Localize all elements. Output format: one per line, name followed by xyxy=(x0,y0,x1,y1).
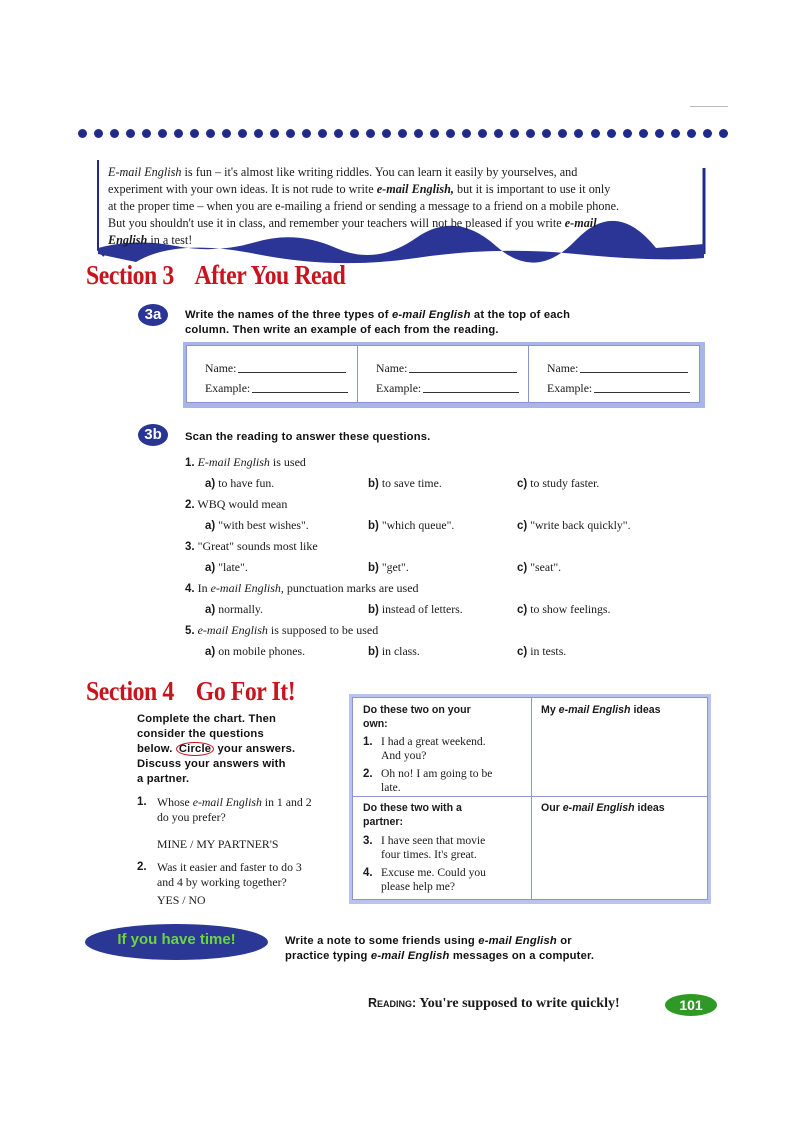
intro-text: experiment with your own ideas. It is not rude to write xyxy=(108,182,377,196)
bonus-text: messages on a computer. xyxy=(449,950,595,962)
answer-yes-no[interactable]: YES / NO xyxy=(157,893,206,907)
page-number: 101 xyxy=(665,994,717,1016)
instr-em: e-mail English xyxy=(391,309,471,321)
intro-em: E-mail English xyxy=(108,165,182,179)
intro-em: e-mail English, xyxy=(376,182,454,196)
name-field-2[interactable] xyxy=(409,371,517,373)
option-letter: c) xyxy=(517,478,528,490)
q4-text: in 1 and 2 xyxy=(261,795,312,809)
bonus-em: e-mail English xyxy=(478,935,557,947)
option-letter: b) xyxy=(368,604,379,616)
divider-dot xyxy=(494,129,503,138)
our-ideas-area[interactable] xyxy=(533,816,705,896)
section3-heading: Section 3 After You Read xyxy=(86,260,346,290)
option-1-a[interactable] xyxy=(205,476,274,491)
divider-dot xyxy=(398,129,407,138)
divider-dot xyxy=(414,129,423,138)
divider-dot xyxy=(591,129,600,138)
divider-dot xyxy=(126,129,135,138)
item-text: Excuse me. Could you xyxy=(381,866,486,879)
q4-text: do you prefer? xyxy=(157,810,226,824)
ideas-chart xyxy=(352,697,708,900)
name-field-3[interactable] xyxy=(580,371,688,373)
name-label: Name: xyxy=(376,361,408,375)
divider-dot xyxy=(190,129,199,138)
example-field-3[interactable] xyxy=(594,391,690,393)
option-letter: a) xyxy=(205,646,216,658)
dot-divider xyxy=(78,126,728,140)
option-letter: a) xyxy=(205,478,216,490)
instr-text: a partner. xyxy=(137,773,190,785)
instr-text: your answers. xyxy=(214,743,296,755)
divider-dot xyxy=(286,129,295,138)
example-field-2[interactable] xyxy=(423,391,519,393)
divider-dot xyxy=(318,129,327,138)
chart-col-divider xyxy=(531,698,532,899)
chart-head-text: ideas xyxy=(634,802,665,814)
divider-dot xyxy=(526,129,535,138)
name-label: Name: xyxy=(205,361,237,375)
instruction-4 xyxy=(137,712,342,787)
chart-head-text: ideas xyxy=(630,704,661,716)
option-letter: c) xyxy=(517,520,528,532)
divider-dot xyxy=(382,129,391,138)
bonus-instruction xyxy=(285,934,705,964)
instruction-3b: Scan the reading to answer these questions. xyxy=(185,431,431,443)
divider-dot xyxy=(671,129,680,138)
question-text: "Great" sounds most like xyxy=(197,539,318,553)
option-text: to show feelings. xyxy=(530,602,611,616)
chart-my-heading xyxy=(541,703,661,717)
chart-item-2 xyxy=(363,767,492,795)
option-text: in class. xyxy=(381,644,420,658)
intro-em: English xyxy=(108,233,148,247)
instruction-3a xyxy=(185,308,705,338)
footer-running-title xyxy=(368,996,620,1012)
divider-dot xyxy=(446,129,455,138)
instr-text: at the top of each xyxy=(470,309,571,321)
question-text: WBQ would mean xyxy=(197,497,288,511)
divider-dot xyxy=(542,129,551,138)
intro-text: in a test! xyxy=(147,233,193,247)
intro-em: e-mail xyxy=(564,216,597,230)
answer-mine-partner[interactable]: MINE / MY PARTNER'S xyxy=(157,837,279,851)
question-text: punctuation marks are used xyxy=(283,581,419,595)
question-em: E-mail English xyxy=(197,455,270,469)
instr-text: Complete the chart. Then xyxy=(137,713,277,725)
option-2-b[interactable] xyxy=(368,518,454,533)
option-4-b[interactable] xyxy=(368,602,463,617)
divider-dot xyxy=(687,129,696,138)
option-1-c[interactable] xyxy=(517,476,599,491)
divider-dot xyxy=(655,129,664,138)
option-text: to have fun. xyxy=(218,476,275,490)
bonus-text: practice typing xyxy=(285,950,371,962)
chart-item-3 xyxy=(363,834,485,862)
chart-head-text: own: xyxy=(363,718,388,730)
item-text: Oh no! I am going to be xyxy=(381,767,493,780)
option-text: "seat". xyxy=(530,560,562,574)
option-text: "which queue". xyxy=(381,518,455,532)
option-3-c[interactable] xyxy=(517,560,561,575)
option-2-a[interactable] xyxy=(205,518,309,533)
question-4 xyxy=(185,581,419,596)
example-label: Example: xyxy=(376,381,422,395)
question-5 xyxy=(185,623,378,638)
option-1-b[interactable] xyxy=(368,476,442,491)
divider-dot xyxy=(142,129,151,138)
chart-head-em: e-mail English xyxy=(562,802,635,814)
option-text: on mobile phones. xyxy=(218,644,306,658)
option-3-b[interactable] xyxy=(368,560,409,575)
divider-dot xyxy=(703,129,712,138)
option-letter: b) xyxy=(368,562,379,574)
option-letter: c) xyxy=(517,646,528,658)
question-em: e-mail English xyxy=(197,623,268,637)
instr-text: column. Then write an example of each from the reading. xyxy=(185,324,499,336)
option-text: to save time. xyxy=(381,476,442,490)
bonus-text: or xyxy=(556,935,572,947)
chart-partner-heading xyxy=(363,801,462,829)
question-2 xyxy=(185,497,287,512)
question-number: 3. xyxy=(185,541,195,553)
option-text: to study faster. xyxy=(530,476,600,490)
my-ideas-area[interactable] xyxy=(533,718,705,794)
option-text: normally. xyxy=(218,602,263,616)
example-label: Example: xyxy=(205,381,251,395)
item-text: four times. It's great. xyxy=(381,848,477,861)
option-text: "get". xyxy=(381,560,409,574)
divider-dot xyxy=(110,129,119,138)
divider-dot xyxy=(254,129,263,138)
chart-head-text: partner: xyxy=(363,816,404,828)
divider-dot xyxy=(206,129,215,138)
bonus-text: Write a note to some friends using xyxy=(285,935,479,947)
section4-heading: Section 4 Go For It! xyxy=(86,676,296,706)
example-label: Example: xyxy=(547,381,593,395)
divider-dot xyxy=(238,129,247,138)
instr-text: below. xyxy=(137,743,176,755)
divider-dot xyxy=(334,129,343,138)
divider-dot xyxy=(510,129,519,138)
divider-dot xyxy=(607,129,616,138)
item-text: And you? xyxy=(381,749,427,762)
divider-dot xyxy=(639,129,648,138)
item-text: I had a great weekend. xyxy=(381,735,486,748)
divider-dot xyxy=(158,129,167,138)
question-1 xyxy=(185,455,306,470)
footer-title: You're supposed to write quickly! xyxy=(419,996,620,1011)
divider-dot xyxy=(478,129,487,138)
divider-dot xyxy=(462,129,471,138)
option-text: "late". xyxy=(218,560,248,574)
divider-dot xyxy=(174,129,183,138)
q4-em: e-mail English xyxy=(192,795,262,809)
chart-head-text: Do these two with a xyxy=(363,802,462,814)
divider-dot xyxy=(350,129,359,138)
names-column-2 xyxy=(358,346,529,402)
badge-3b: 3b xyxy=(138,424,168,446)
option-letter: c) xyxy=(517,562,528,574)
question-text: In xyxy=(197,581,211,595)
instr-text: consider the questions xyxy=(137,728,264,740)
item-number: 2. xyxy=(363,768,373,780)
example-field-1[interactable] xyxy=(252,391,348,393)
question-number: 5. xyxy=(185,625,195,637)
option-letter: b) xyxy=(368,520,379,532)
names-column-3 xyxy=(529,346,699,402)
names-column-1 xyxy=(187,346,358,402)
top-rule xyxy=(690,106,728,107)
name-field-1[interactable] xyxy=(238,371,346,373)
chart-item-4 xyxy=(363,866,486,894)
item-number: 1. xyxy=(363,736,373,748)
divider-dot xyxy=(270,129,279,138)
divider-dot xyxy=(574,129,583,138)
option-text: instead of letters. xyxy=(381,602,463,616)
option-5-c[interactable] xyxy=(517,644,566,659)
divider-dot xyxy=(302,129,311,138)
question-3 xyxy=(185,539,318,554)
divider-dot xyxy=(94,129,103,138)
item-number: 3. xyxy=(363,835,373,847)
item-text: please help me? xyxy=(381,880,456,893)
names-table xyxy=(186,345,700,403)
divider-dot xyxy=(430,129,439,138)
divider-dot xyxy=(719,129,728,138)
intro-text: but it is important to use it only xyxy=(453,182,611,196)
option-4-c[interactable] xyxy=(517,602,610,617)
option-5-b[interactable] xyxy=(368,644,420,659)
q4-1-number: 1. xyxy=(137,796,147,808)
chart-own-heading xyxy=(363,703,471,731)
section4-questions xyxy=(137,795,347,908)
instr-text: Discuss your answers with xyxy=(137,758,286,770)
option-letter: a) xyxy=(205,562,216,574)
option-letter: b) xyxy=(368,646,379,658)
name-label: Name: xyxy=(547,361,579,375)
chart-item-1 xyxy=(363,735,486,763)
badge-3a: 3a xyxy=(138,304,168,326)
divider-dot xyxy=(623,129,632,138)
q4-text: Whose xyxy=(157,795,193,809)
question-text: is supposed to be used xyxy=(267,623,379,637)
option-letter: c) xyxy=(517,604,528,616)
footer-reading-label: Reading: xyxy=(368,996,417,1010)
q4-2-number: 2. xyxy=(137,861,147,873)
option-letter: a) xyxy=(205,604,216,616)
chart-row-divider xyxy=(353,796,707,797)
question-number: 2. xyxy=(185,499,195,511)
chart-head-text: Do these two on your xyxy=(363,704,471,716)
intro-paragraph xyxy=(108,164,660,249)
bonus-em: e-mail English xyxy=(370,950,450,962)
option-2-c[interactable] xyxy=(517,518,631,533)
chart-our-heading xyxy=(541,801,665,815)
option-5-a[interactable] xyxy=(205,644,305,659)
chart-head-text: Our xyxy=(541,802,563,814)
item-text: late. xyxy=(381,781,401,794)
intro-text: But you shouldn't use it in class, and remember your teachers will not be pleased if you write xyxy=(108,216,565,230)
intro-text: at the proper time – when you are e-mailing a friend or sending a message to a friend on a mobile phone. xyxy=(108,199,620,213)
option-text: in tests. xyxy=(530,644,567,658)
q4-text: Was it easier and faster to do 3 xyxy=(157,860,302,874)
chart-head-text: My xyxy=(541,704,559,716)
circle-word: Circle xyxy=(176,742,214,756)
instr-text: Write the names of the three types of xyxy=(185,309,392,321)
option-text: "write back quickly". xyxy=(530,518,631,532)
option-4-a[interactable] xyxy=(205,602,263,617)
question-number: 4. xyxy=(185,583,195,595)
divider-dot xyxy=(366,129,375,138)
option-letter: a) xyxy=(205,520,216,532)
question-text: is used xyxy=(269,455,306,469)
intro-text: is fun – it's almost like writing riddles. You can learn it easily by yourselves, and xyxy=(181,165,578,179)
question-em: e-mail English, xyxy=(210,581,284,595)
option-letter: b) xyxy=(368,478,379,490)
q4-text: and 4 by working together? xyxy=(157,875,287,889)
divider-dot xyxy=(558,129,567,138)
option-text: "with best wishes". xyxy=(218,518,309,532)
if-you-have-time-label: If you have time! xyxy=(117,931,236,948)
chart-head-em: e-mail English xyxy=(558,704,631,716)
question-number: 1. xyxy=(185,457,195,469)
item-number: 4. xyxy=(363,867,373,879)
divider-dot xyxy=(222,129,231,138)
divider-dot xyxy=(78,129,87,138)
item-text: I have seen that movie xyxy=(381,834,486,847)
option-3-a[interactable] xyxy=(205,560,248,575)
